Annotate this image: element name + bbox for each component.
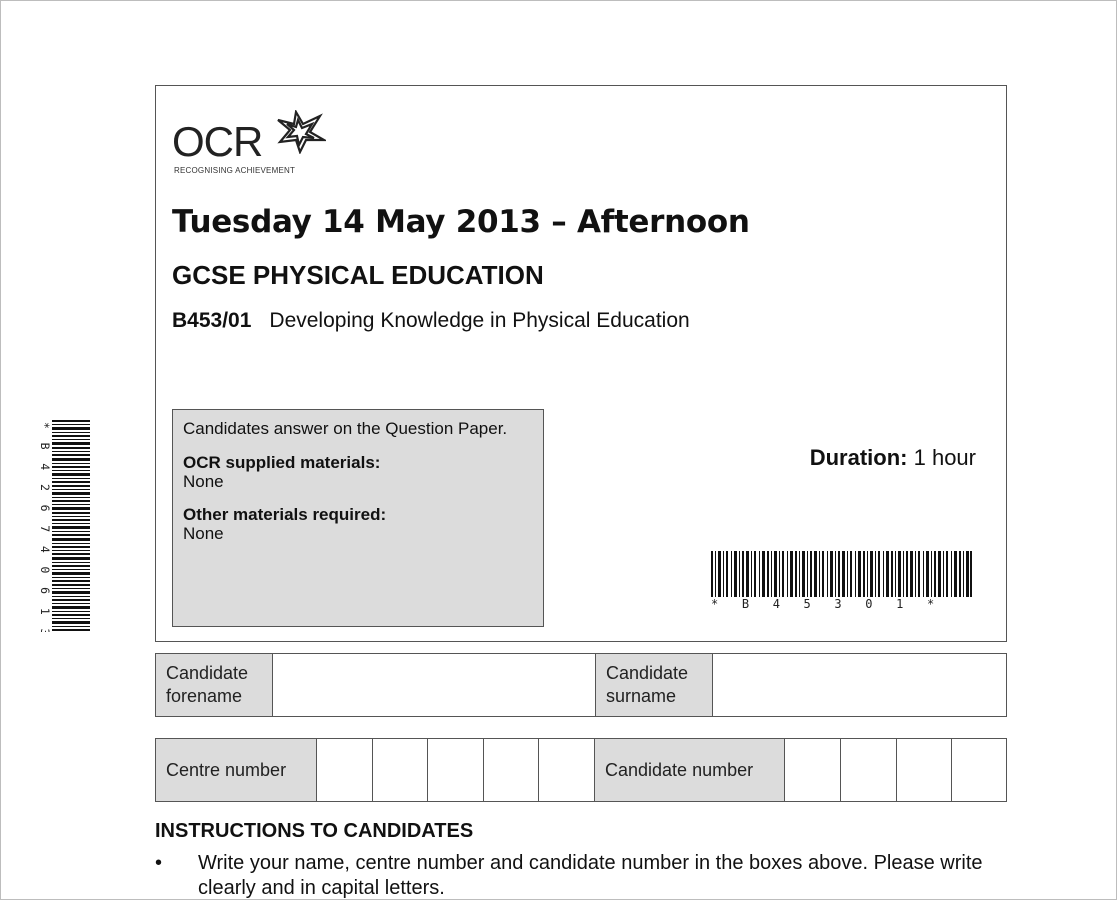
supplied-materials-label: OCR supplied materials: bbox=[183, 453, 381, 472]
logo-text: OCR bbox=[172, 118, 263, 165]
star-icon bbox=[270, 110, 326, 154]
exam-header-box bbox=[155, 85, 1007, 642]
candidate-number-digit-box[interactable] bbox=[896, 739, 951, 801]
duration-value: 1 hour bbox=[913, 445, 976, 470]
instructions-heading: INSTRUCTIONS TO CANDIDATES bbox=[155, 820, 474, 842]
other-materials-label: Other materials required: bbox=[183, 505, 387, 524]
candidate-number-row bbox=[155, 738, 1007, 802]
duration-label: Duration: bbox=[809, 445, 908, 470]
unit-title: Developing Knowledge in Physical Education bbox=[269, 309, 690, 332]
exam-date: Tuesday 14 May 2013 – Afternoon bbox=[172, 204, 750, 240]
ocr-logo bbox=[172, 110, 332, 180]
candidate-number-digit-box[interactable] bbox=[951, 739, 1006, 801]
forename-label-line2: forename bbox=[166, 686, 243, 706]
candidate-number-label: Candidate number bbox=[594, 739, 784, 801]
horizontal-barcode-text: * B 4 5 3 0 1 * bbox=[711, 597, 943, 611]
forename-label bbox=[156, 654, 272, 716]
candidate-number-digit-box[interactable] bbox=[840, 739, 896, 801]
candidate-name-row bbox=[155, 653, 1007, 717]
unit-code: B453/01 bbox=[172, 309, 252, 332]
centre-number-digit-box[interactable] bbox=[427, 739, 483, 801]
materials-box bbox=[172, 409, 544, 627]
surname-input-box[interactable] bbox=[712, 654, 1006, 716]
vertical-barcode-text: * B 4 2 6 7 4 0 6 1 3 * bbox=[38, 422, 52, 632]
duration bbox=[810, 445, 976, 471]
exam-unit bbox=[172, 309, 690, 333]
supplied-materials-value: None bbox=[183, 472, 224, 491]
candidate-number-digit-box[interactable] bbox=[784, 739, 840, 801]
forename-input-box[interactable] bbox=[272, 654, 596, 716]
surname-label-line1: Candidate bbox=[606, 663, 689, 683]
answer-instruction: Candidates answer on the Question Paper. bbox=[183, 419, 508, 438]
centre-number-digit-box[interactable] bbox=[316, 739, 372, 801]
bullet-icon: • bbox=[155, 852, 163, 874]
forename-label-line1: Candidate bbox=[166, 663, 249, 683]
centre-number-label: Centre number bbox=[156, 739, 316, 801]
other-materials-value: None bbox=[183, 524, 224, 543]
centre-number-digit-box[interactable] bbox=[538, 739, 594, 801]
vertical-barcode bbox=[38, 420, 94, 637]
centre-number-digit-box[interactable] bbox=[372, 739, 427, 801]
logo-tagline: RECOGNISING ACHIEVEMENT bbox=[174, 166, 296, 175]
instruction-text: Write your name, centre number and candidate number in the boxes above. Please write clearly and in capital letters. bbox=[198, 852, 983, 899]
exam-subject: GCSE PHYSICAL EDUCATION bbox=[172, 260, 544, 290]
horizontal-barcode bbox=[711, 551, 973, 616]
surname-label-line2: surname bbox=[606, 686, 677, 706]
centre-number-digit-box[interactable] bbox=[483, 739, 538, 801]
surname-label bbox=[596, 654, 712, 716]
